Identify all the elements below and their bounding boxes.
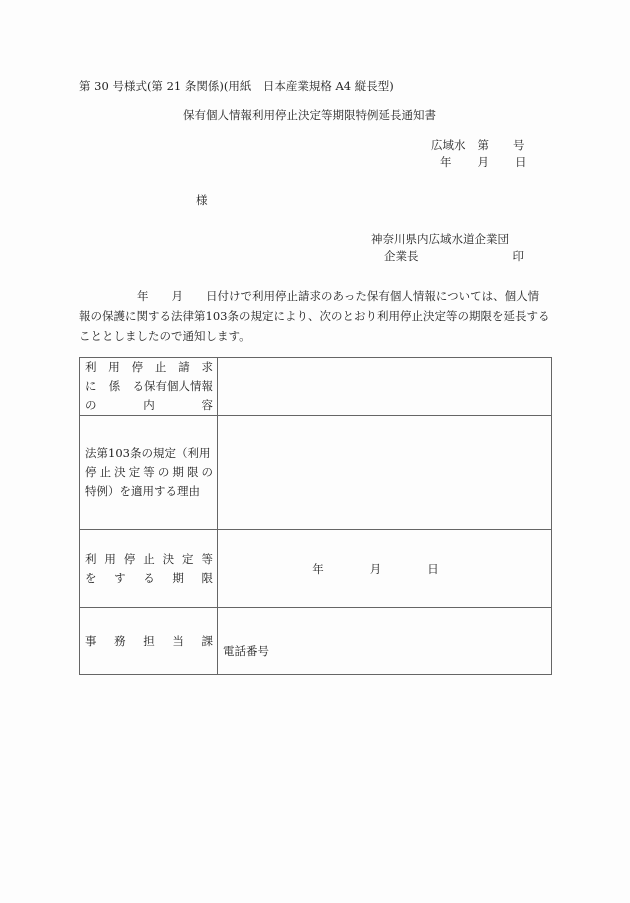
- label-char: 決: [114, 465, 126, 479]
- label-char: 止: [143, 551, 155, 566]
- sender-organization: 神奈川県内広域水道企業団: [371, 232, 509, 246]
- deadline-month: 月: [369, 561, 382, 576]
- value-department[interactable]: [218, 608, 552, 675]
- deadline-year: 年: [312, 561, 324, 576]
- label-deadline: [80, 530, 218, 608]
- body-line-1: 年 月 日付けで利用停止請求のあった保有個人情報については、個人情: [137, 289, 540, 303]
- sender-title: 企業長: [384, 249, 419, 263]
- label-text: 法第103条の規定（利用: [85, 446, 211, 460]
- label-char: 担: [143, 633, 155, 648]
- value-deadline[interactable]: [218, 530, 552, 608]
- label-char: る保有個人情報: [132, 379, 213, 393]
- reference-prefix: 広域水: [431, 138, 466, 152]
- reference-go: 号: [513, 138, 525, 152]
- issue-date-month: 月: [477, 155, 489, 169]
- document-title: 保有個人情報利用停止決定等期限特例延長通知書: [183, 108, 436, 122]
- label-char: 内: [143, 398, 155, 412]
- label-char: 用: [104, 551, 116, 566]
- sender-title-line: [384, 251, 524, 263]
- label-char: の: [201, 465, 213, 479]
- label-char: 停: [123, 551, 136, 566]
- label-content: [80, 358, 218, 416]
- table-row-content: [80, 358, 552, 416]
- label-char: 定: [182, 551, 194, 566]
- label-char: 定: [128, 465, 141, 479]
- label-char: 当: [172, 633, 184, 648]
- label-char: 止: [99, 465, 112, 479]
- value-content[interactable]: [218, 358, 552, 416]
- label-char: す: [114, 570, 126, 585]
- issue-date-day: 日: [515, 155, 527, 169]
- label-char: 限: [186, 465, 199, 479]
- label-char: 係: [108, 379, 121, 393]
- label-text: 特例）を適用する理由: [85, 484, 200, 498]
- label-char: を: [85, 570, 97, 585]
- reference-number: [431, 140, 525, 152]
- label-char: 用: [108, 360, 120, 374]
- issue-date-year: 年: [440, 155, 452, 169]
- body-line-2: 報の保護に関する法律第103条の規定により、次のとおり利用停止決定等の期限を延長する: [79, 309, 550, 323]
- value-reason[interactable]: [218, 416, 552, 530]
- issue-date: [440, 157, 527, 169]
- label-char: 等: [201, 551, 213, 566]
- label-char: の: [85, 398, 97, 412]
- label-char: 利: [85, 360, 97, 374]
- label-char: 求: [201, 360, 213, 374]
- label-char: 等: [143, 465, 155, 479]
- notice-body: [79, 286, 551, 346]
- reference-dai: 第: [477, 138, 489, 152]
- label-char: 期: [172, 570, 184, 585]
- label-char: 停: [85, 465, 97, 479]
- details-table: [79, 357, 552, 675]
- label-char: 課: [201, 633, 213, 648]
- label-reason: [80, 416, 218, 530]
- label-char: 止: [154, 360, 167, 374]
- table-row-deadline: [80, 530, 552, 608]
- label-department: [80, 608, 218, 675]
- table-row-department: [80, 608, 552, 675]
- label-char: 容: [201, 398, 213, 412]
- seal-mark: 印: [512, 249, 524, 263]
- form-number: 第 30 号様式(第 21 条関係)(用紙 日本産業規格 A4 縦長型): [79, 79, 394, 93]
- label-char: 事: [85, 633, 97, 648]
- table-row-reason: [80, 416, 552, 530]
- label-char: 決: [162, 551, 175, 566]
- label-char: る: [143, 570, 155, 585]
- label-char: に: [85, 379, 97, 393]
- label-char: 務: [114, 633, 126, 648]
- label-char: 停: [131, 360, 144, 374]
- body-line-3: こととしましたので通知します。: [79, 329, 251, 343]
- label-char: の: [157, 465, 170, 479]
- label-char: 請: [178, 360, 190, 374]
- label-char: 限: [201, 570, 213, 585]
- deadline-day: 日: [427, 561, 439, 576]
- addressee-suffix: 様: [196, 193, 208, 207]
- label-char: 利: [85, 551, 97, 566]
- label-char: 期: [172, 465, 184, 479]
- phone-number-label: 電話番号: [223, 644, 269, 658]
